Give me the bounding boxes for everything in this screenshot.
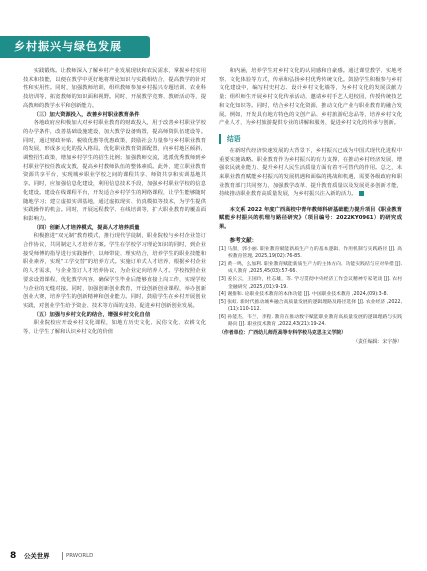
magazine-name-en: PRWORLD — [66, 553, 94, 559]
author-affiliation: （作者单位：广西幼儿师范高等专科学校马克思主义学院） — [219, 330, 347, 337]
funding-note: 本文系 2022 年度广西高校中青年教师科研基础能力提升项目《职业教育赋能乡村振兴的机理与路径研究》（项目编号：2022KY0961）的研究成果。 — [219, 207, 402, 230]
body-paragraph: 积极推进“双元制”教育模式，推行现代学徒制，职业院校与乡村企业签订合作协议，共同制定人才培养方案。学生在学校学习理论知识的同时，到企业接受师傅的指导进行实践操作，以师带徒、理实结合，培养学生的职业技能和职业素养，实现“工学交替”的培养方式。实施订单式人才培养，根据乡村企业的人才需求，与企业签订人才培养协议，为企业定向培养人才。学校按照企业要求设置课程，优化教学内容，确保学生毕业后能够直接上岗工作，实现学校与企业的无缝对接。同时，加强创新创业教育，开设创新创业课程，举办创新创业大赛，培养学生的创新精神和创业能力。同时，鼓励学生在乡村开展创业实践，对创业学生给予资金、技术等方面的支持，促进乡村创新创业发展。 — [23, 233, 206, 309]
footer-divider — [62, 552, 63, 560]
references-title: 参考文献： — [229, 238, 258, 245]
body-paragraph: 实践锻炼。让教师深入了解乡村产业发展现状和农民需求，掌握乡村实用技术和技能，以便在教学中更好地将理论知识与实践相结合，提高教学的针对性和实用性。同时，加强教师培训，组织教师参加乡村振兴专题培训、农业科技培训等，拓宽教师的知识面和视野。同时，开展教学竞赛、教研活动等，提高教师的教学水平和创新能力。 — [23, 68, 206, 109]
section-banner — [0, 36, 150, 58]
body-paragraph: 各地政府应积极加大对乡村职业教育的财政投入，用于改善乡村职业学校的办学条件，改善基础设施建设，加大教学设备购置，提高师资队伍建设等。同时，通过财政补贴、税收优惠等优惠政策，鼓励社会力量参与乡村职业教育的发展，形成多元化的投入格局。优化职业教育资源配置，向乡村地区倾斜，调整招生政策，增加乡村学生的招生比例；加强教师交流，选派优秀教师到乡村职业学校任教或支教，提高乡村教师队伍的整体素质。此外，建立职业教育资源共享平台，实现城乡职业学校之间的课程共享、师资共享和实训基地共享。同时，应加强信息化建设，利用信息技术手段，加强乡村职业学校的信息化建设。建设在线课程平台，开发适合乡村学生的网络课程，让学生能够随时随地学习；建立虚拟实训基地，通过虚拟现实、仿真模拟等技术，为学生提供实践操作的机会。同时，开展远程教学、在线培训等，扩大职业教育的覆盖面和影响力。 — [23, 120, 206, 222]
body-paragraph: 和内涵，培养学生对乡村文化的认同感和自豪感。通过课堂教学、实地考察、文化体验等方式，传承和弘扬乡村优秀传统文化。鼓励学生积极参与乡村文化建设中，编写村史村志、设计乡村文化墙等，为乡村文化的发展贡献力量；组织师生开展乡村文化传承活动，邀请乡村手艺人进校园，传授传统技艺和文化知识等。同时，结合乡村文化资源，推动文化产业与职业教育的融合发展。例如，开发具有地方特色的文创产品、乡村旅游纪念品等，培养乡村文化产业人才，为乡村旅游提供专业的讲解和服务，促进乡村文化的传承与创新。 — [219, 68, 402, 127]
body-paragraph: 职业院校应开设乡村文化课程，如地方历史文化、民俗文化、农耕文化等，让学生了解和认识乡村文化的价值 — [23, 320, 206, 336]
section-heading: （四）创新人才培养模式，提高人才培养质量 — [33, 224, 140, 231]
reference-item: [5] 张虹. 新时代推动城乡融合高质量发展的逻辑理路及路径选择 [J]. 农业经济 ,2022, (11):110-112. — [219, 299, 402, 313]
reference-item: [6] 孙能杰，韦兰，李程. 教育在推动数字赋能职业教育高质量发展的逻辑理路与实践路向 [J]. 职业技术教育 ,2022,43(21):19-24. — [219, 314, 402, 328]
top-strip — [0, 0, 427, 6]
responsible-editor: （责任编辑：宋宇静） — [353, 338, 402, 345]
right-column — [219, 67, 402, 346]
reference-item: [3] 姜长云，王国玲，杜志雄，等. 学习贯彻中央经济工作会议精神专家笔谈 [J]. 农村金融研究 ,2025,(01):9-19. — [219, 276, 402, 290]
left-column — [23, 67, 206, 337]
section-heading: （三）加大资源投入，改善乡村职业教育条件 — [33, 111, 140, 118]
magazine-name: 公关世界 — [24, 552, 50, 560]
conclusion-title: 结语 — [219, 134, 402, 144]
page-number: 8 — [10, 551, 17, 561]
article-end-mark — [359, 191, 364, 196]
reference-item: [2] 黄一鸣，么加利. 职业教育赋能新质生产力的主体方向、功能实践结与应对举措 [J]. 成人教育 ,2025,45(03):57-66. — [219, 261, 402, 275]
body-paragraph: 在新时代经济快速发展的大背景下，乡村振兴已成为中国式现代化进程中重要实施战略。职业教育作为乡村振兴的有力支撑，在推动乡村经济发展、增强农民就业能力、提升乡村人民生活质量方面有着不可替代的作用。总之，未来职业教育赋能乡村振兴的发展机遇和面临的挑战和机遇，需要各级政府和职业教育部门共同努力，加强教学改革、提升教育质量以及发展更多创新才能，持续推动职业教育高质量发展，为乡村振兴注入新的活力。 — [219, 147, 402, 198]
reference-item: [1] 马甜，郭小丽. 职业教育赋能新质生产力的基本逻辑、作用机制与实践路径 [J]. 高校教育管理, 2025,19(02):76-85. — [219, 246, 402, 260]
section-banner-title: 乡村振兴与绿色发展 — [14, 40, 122, 53]
section-heading: （五）加强与乡村文化的结合，增强乡村文化自信 — [33, 311, 151, 318]
reference-item: [4] 谢推和. 论职业技术教育的本体功能 [J]. 中国职业技术教育 ,2024,(09):3-8. — [219, 292, 389, 298]
